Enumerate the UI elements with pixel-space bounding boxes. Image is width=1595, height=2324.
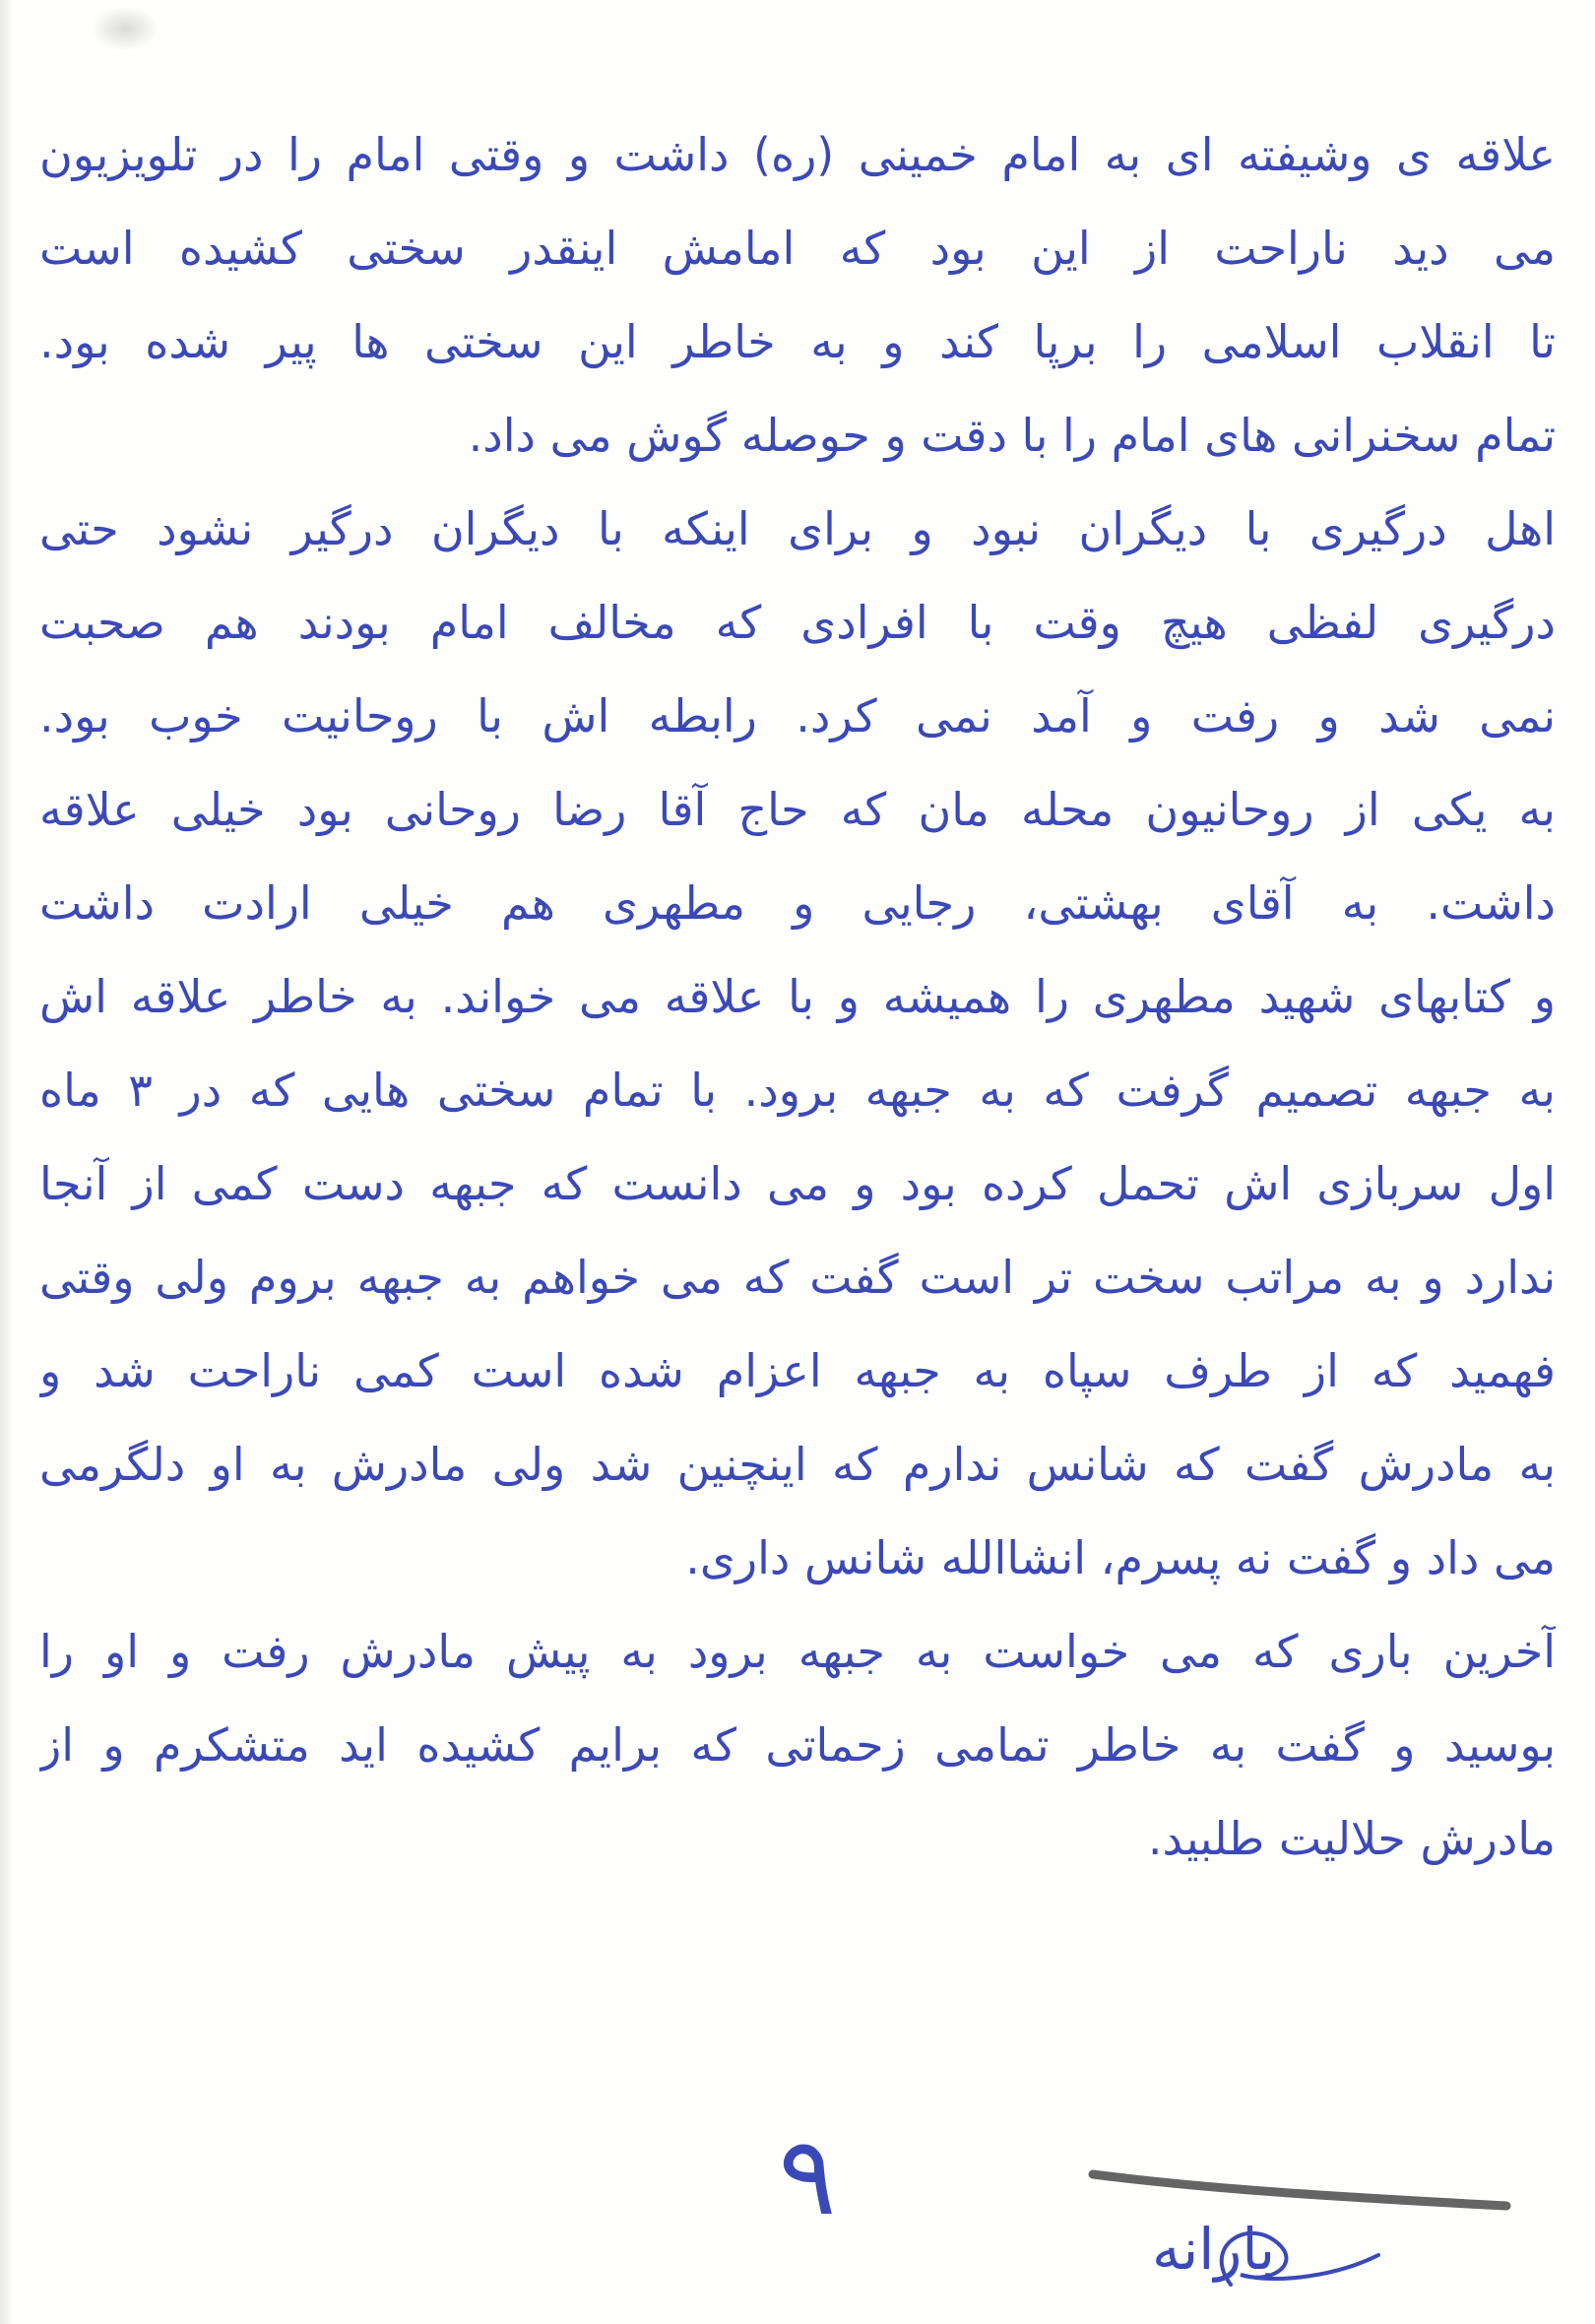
pencil-stroke <box>1093 2174 1506 2206</box>
text-line: بوسید و گفت به خاطر تمامی زحماتی که برایم کشیده اید متشکرم و از <box>39 1718 1556 1772</box>
signature-scribble <box>1083 2137 1536 2294</box>
text-line: و کتابهای شهید مطهری را همیشه و با علاقه می خواند. به خاطر علاقه اش <box>39 970 1556 1023</box>
text-line: می دید ناراحت از این بود که امامش اینقدر سختی کشیده است <box>39 222 1556 275</box>
signature-text: بارانه <box>1152 2216 1276 2283</box>
text-line: اهل درگیری با دیگران نبود و برای اینکه با دیگران درگیر نشود حتی <box>39 502 1556 555</box>
text-line: تمام سخنرانی های امام را با دقت و حوصله گوش می داد. <box>468 409 1556 462</box>
text-line: درگیری لفظی هیچ وقت با افرادی که مخالف امام بودند هم صحبت <box>39 596 1556 649</box>
paper-edge <box>0 0 14 2324</box>
text-line: می داد و گفت نه پسرم، انشاالله شانس داری. <box>685 1531 1556 1584</box>
text-line: به مادرش گفت که شانس ندارم که اینچنین شد ولی مادرش به او دلگرمی <box>39 1438 1556 1491</box>
text-line: علاقه ی وشیفته ای به امام خمینی (ره) داشت و وقتی امام را در تلویزیون <box>39 128 1556 181</box>
text-line: نمی شد و رفت و آمد نمی کرد. رابطه اش با روحانیت خوب بود. <box>39 689 1556 742</box>
text-line: ندارد و به مراتب سخت تر است گفت که می خواهم به جبهه بروم ولی وقتی <box>39 1251 1556 1304</box>
text-line: مادرش حلالیت طلبید. <box>1147 1812 1556 1865</box>
text-line: آخرین باری که می خواست به جبهه برود به پیش مادرش رفت و او را <box>39 1625 1556 1678</box>
text-line: داشت. به آقای بهشتی، رجایی و مطهری هم خیلی ارادت داشت <box>39 876 1556 930</box>
corner-smudge <box>91 6 160 51</box>
text-line: تا انقلاب اسلامی را برپا کند و به خاطر این سختی ها پیر شده بود. <box>39 315 1556 368</box>
text-line: فهمید که از طرف سپاه به جبهه اعزام شده است کمی ناراحت شد و <box>39 1344 1556 1397</box>
page-number: ۹ <box>778 2113 837 2239</box>
text-line: به یکی از روحانیون محله مان که حاج آقا رضا روحانی بود خیلی علاقه <box>39 783 1556 836</box>
text-line: به جبهه تصمیم گرفت که به جبهه برود. با تمام سختی هایی که در ۳ ماه <box>39 1064 1556 1117</box>
handwritten-body <box>39 108 1556 1886</box>
text-line: اول سربازی اش تحمل کرده بود و می دانست که جبهه دست کمی از آنجا <box>39 1157 1556 1210</box>
